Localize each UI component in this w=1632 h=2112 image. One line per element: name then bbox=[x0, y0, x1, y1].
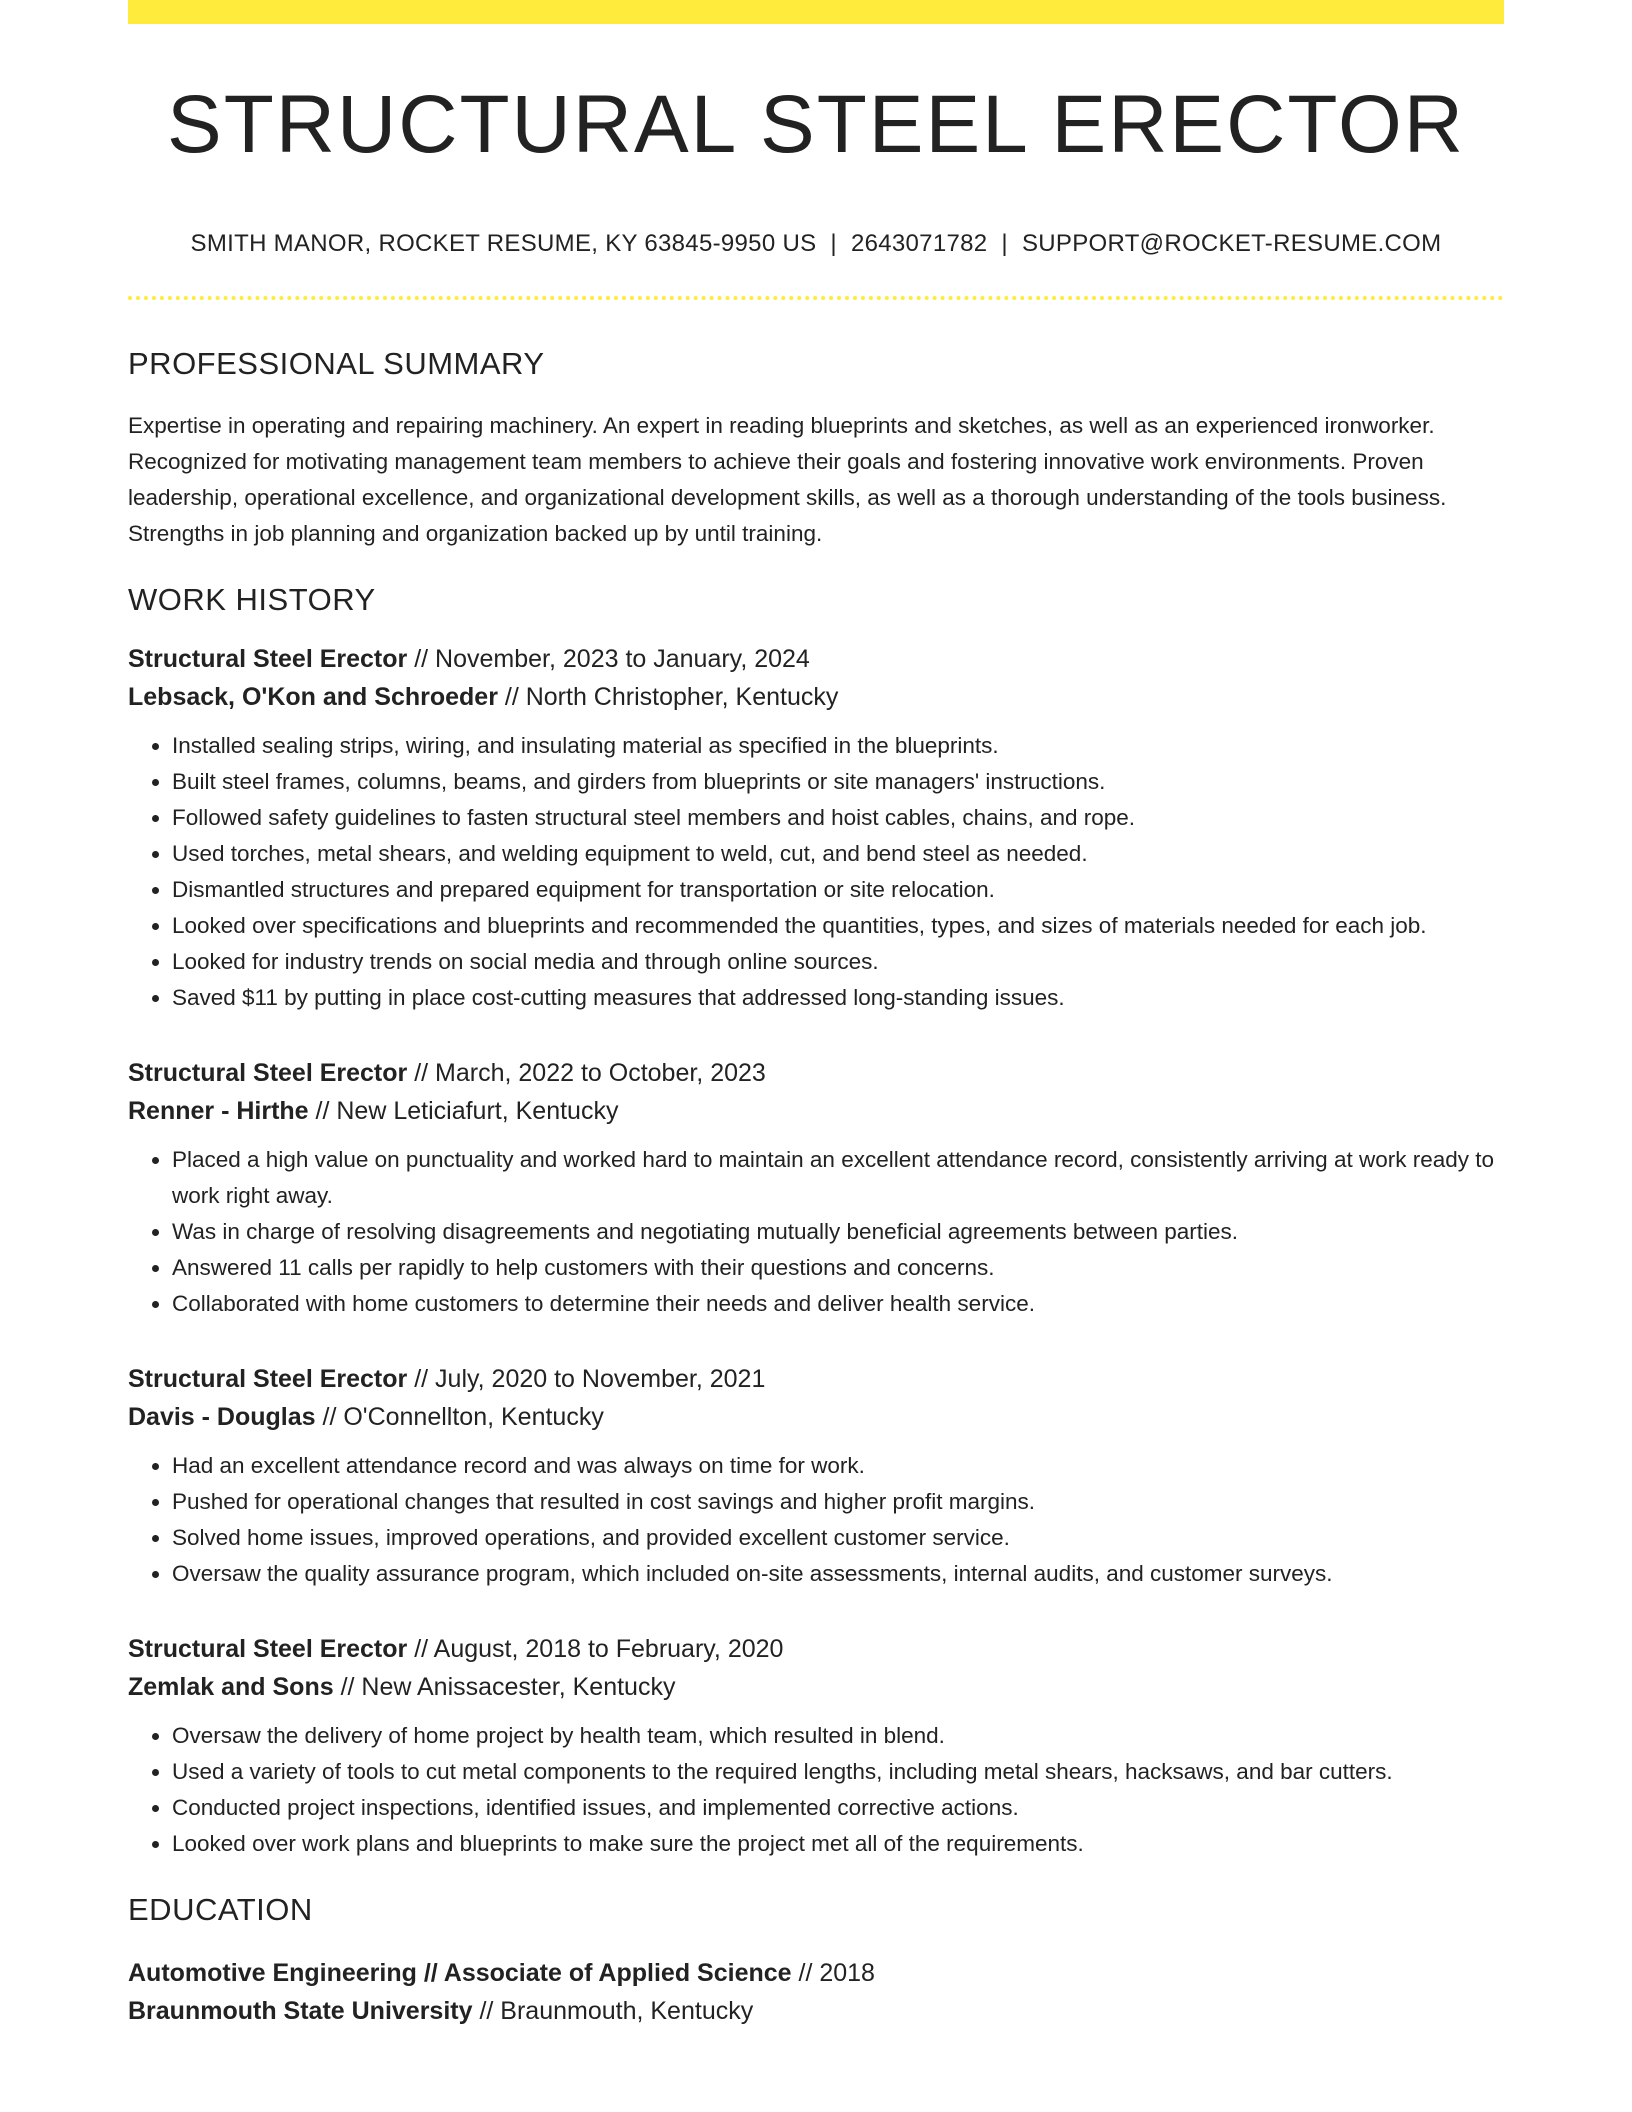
job-title-line bbox=[128, 1360, 1504, 1398]
job-bullet-item: • Used a variety of tools to cut metal components to the required lengths, including metal shears, hacksaws, and bar cutters. bbox=[172, 1754, 1504, 1790]
job-bullet-item: • Dismantled structures and prepared equipment for transportation or site relocation. bbox=[172, 872, 1504, 908]
job-bullet-item: • Looked over work plans and blueprints to make sure the project met all of the requirements. bbox=[172, 1826, 1504, 1862]
education-heading: EDUCATION bbox=[128, 1892, 313, 1927]
education-degree: Automotive Engineering // Associate of Applied Science bbox=[128, 1959, 792, 1987]
job-bullets bbox=[128, 1718, 1504, 1862]
job-title: Structural Steel Erector bbox=[128, 1059, 408, 1087]
job-bullet-item: • Had an excellent attendance record and was always on time for work. bbox=[172, 1448, 1504, 1484]
contact-email: SUPPORT@ROCKET-RESUME.COM bbox=[1021, 230, 1442, 257]
accent-bar bbox=[128, 0, 1504, 24]
job-title: Structural Steel Erector bbox=[128, 1365, 408, 1393]
job-entry bbox=[128, 1054, 1504, 1322]
job-company: Zemlak and Sons bbox=[128, 1673, 334, 1701]
job-company-line bbox=[128, 1092, 1504, 1130]
job-location: // New Leticiafurt, Kentucky bbox=[308, 1097, 619, 1125]
job-location: // North Christopher, Kentucky bbox=[497, 683, 839, 711]
job-title-line bbox=[128, 640, 1504, 678]
education-school-line bbox=[128, 1992, 1504, 2030]
job-company: Renner - Hirthe bbox=[128, 1097, 309, 1125]
job-entry bbox=[128, 640, 1504, 1016]
job-company-line bbox=[128, 1398, 1504, 1436]
education-location: // Braunmouth, Kentucky bbox=[472, 1997, 754, 2025]
job-dates: // March, 2022 to October, 2023 bbox=[407, 1059, 766, 1087]
resume-name: STRUCTURAL STEEL ERECTOR bbox=[167, 79, 1465, 170]
job-bullet-item: • Answered 11 calls per rapidly to help customers with their questions and concerns. bbox=[172, 1250, 1504, 1286]
contact-separator: | bbox=[830, 230, 837, 257]
work-history-list bbox=[128, 640, 1504, 1862]
job-title: Structural Steel Erector bbox=[128, 645, 408, 673]
summary-text: Expertise in operating and repairing machinery. An expert in reading blueprints and sketches, as well as an experienced ironworker. Recognized for motivating management team members to achieve their goals and fostering innovative work environments. Proven leadership, operational excellence, and organizational development skills, as well as a thorough understanding of the tools business. Strengths in job planning and organization backed up by until training. bbox=[128, 413, 1447, 546]
job-company: Lebsack, O'Kon and Schroeder bbox=[128, 683, 498, 711]
job-bullet-item: • Pushed for operational changes that resulted in cost savings and higher profit margins. bbox=[172, 1484, 1504, 1520]
job-dates: // July, 2020 to November, 2021 bbox=[407, 1365, 766, 1393]
dotted-divider bbox=[128, 296, 1504, 300]
job-bullet-item: • Looked for industry trends on social media and through online sources. bbox=[172, 944, 1504, 980]
job-bullet-item: • Was in charge of resolving disagreements and negotiating mutually beneficial agreements between parties. bbox=[172, 1214, 1504, 1250]
job-bullet-item: • Placed a high value on punctuality and worked hard to maintain an excellent attendance record, consistently arriving at work ready to work right away. bbox=[172, 1142, 1504, 1214]
job-title-line bbox=[128, 1054, 1504, 1092]
job-entry bbox=[128, 1360, 1504, 1592]
job-bullet-item: • Built steel frames, columns, beams, and girders from blueprints or site managers' instructions. bbox=[172, 764, 1504, 800]
job-location: // O'Connellton, Kentucky bbox=[315, 1403, 604, 1431]
job-bullets bbox=[128, 728, 1504, 1016]
job-bullet-item: • Oversaw the quality assurance program, which included on-site assessments, internal audits, and customer surveys. bbox=[172, 1556, 1504, 1592]
contact-address: SMITH MANOR, ROCKET RESUME, KY 63845-9950 US bbox=[190, 230, 817, 257]
job-bullet-item: • Conducted project inspections, identified issues, and implemented corrective actions. bbox=[172, 1790, 1504, 1826]
education-year: // 2018 bbox=[791, 1959, 875, 1987]
job-bullet-item: • Solved home issues, improved operations, and provided excellent customer service. bbox=[172, 1520, 1504, 1556]
job-bullets bbox=[128, 1448, 1504, 1592]
job-dates: // November, 2023 to January, 2024 bbox=[407, 645, 810, 673]
job-bullet-item: • Oversaw the delivery of home project by health team, which resulted in blend. bbox=[172, 1718, 1504, 1754]
contact-phone: 2643071782 bbox=[850, 230, 988, 257]
job-bullet-item: • Collaborated with home customers to determine their needs and deliver health service. bbox=[172, 1286, 1504, 1322]
job-location: // New Anissacester, Kentucky bbox=[333, 1673, 676, 1701]
education-entry bbox=[128, 1954, 1504, 2030]
job-bullets bbox=[128, 1142, 1504, 1322]
job-company-line bbox=[128, 678, 1504, 716]
job-bullet-item: • Saved $11 by putting in place cost-cutting measures that addressed long-standing issues. bbox=[172, 980, 1504, 1016]
job-bullet-item: • Installed sealing strips, wiring, and insulating material as specified in the blueprints. bbox=[172, 728, 1504, 764]
job-title: Structural Steel Erector bbox=[128, 1635, 408, 1663]
contact-separator: | bbox=[1001, 230, 1008, 257]
job-company: Davis - Douglas bbox=[128, 1403, 316, 1431]
summary-heading: PROFESSIONAL SUMMARY bbox=[128, 346, 545, 381]
job-bullet-item: • Used torches, metal shears, and welding equipment to weld, cut, and bend steel as needed. bbox=[172, 836, 1504, 872]
job-dates: // August, 2018 to February, 2020 bbox=[407, 1635, 784, 1663]
job-company-line bbox=[128, 1668, 1504, 1706]
education-school: Braunmouth State University bbox=[128, 1997, 473, 2025]
job-entry bbox=[128, 1630, 1504, 1862]
education-degree-line bbox=[128, 1954, 1504, 1992]
job-bullet-item: • Looked over specifications and blueprints and recommended the quantities, types, and sizes of materials needed for each job. bbox=[172, 908, 1504, 944]
job-title-line bbox=[128, 1630, 1504, 1668]
job-bullet-item: • Followed safety guidelines to fasten structural steel members and hoist cables, chains, and rope. bbox=[172, 800, 1504, 836]
resume-page bbox=[128, 0, 1504, 2112]
contact-line bbox=[128, 230, 1504, 258]
work-history-heading: WORK HISTORY bbox=[128, 582, 376, 617]
